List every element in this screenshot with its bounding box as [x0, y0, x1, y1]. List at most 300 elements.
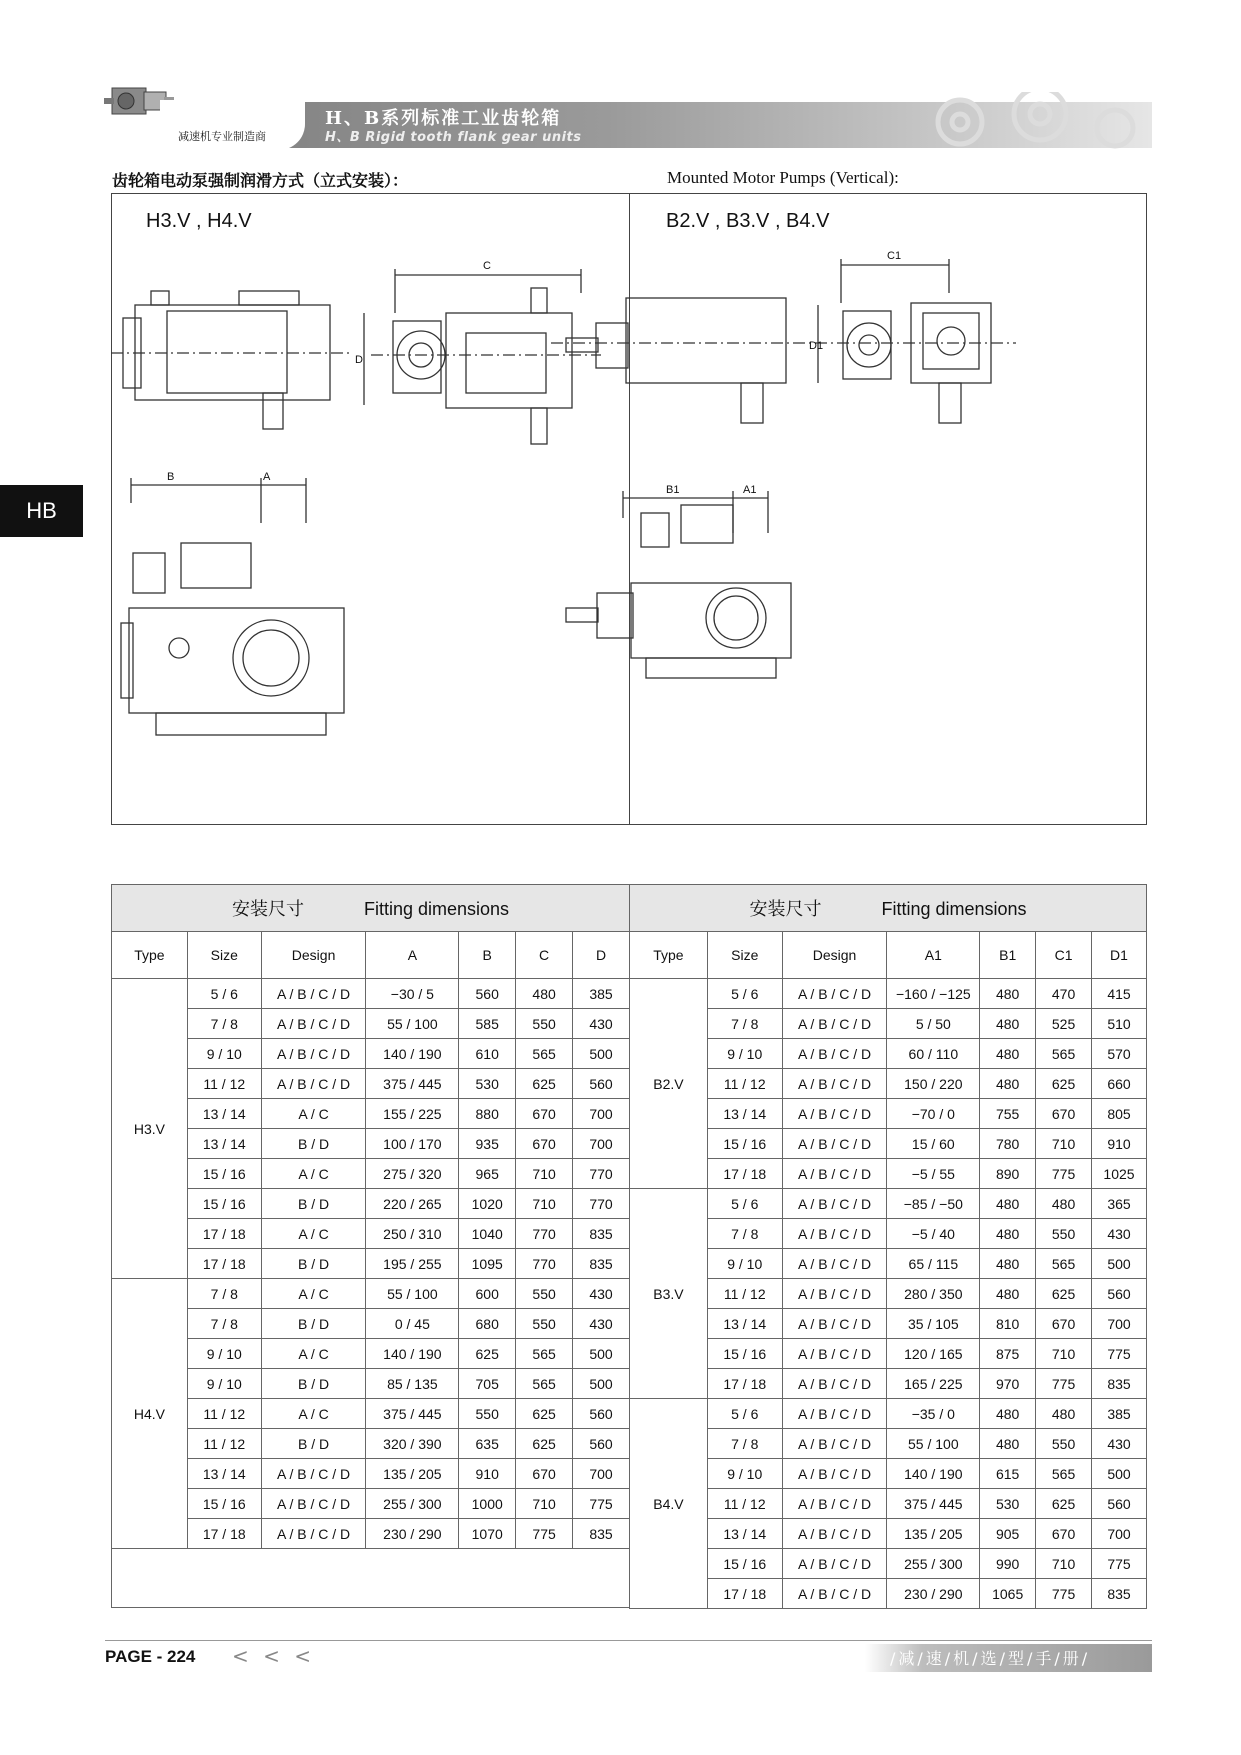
column-header: B [459, 932, 516, 979]
table-cell: 0 / 45 [366, 1309, 459, 1339]
table-row [630, 1279, 1147, 1309]
table-cell: 625 [1036, 1279, 1092, 1309]
table-cell: 480 [980, 1189, 1036, 1219]
table-cell: 385 [1092, 1399, 1147, 1429]
table-row [112, 1189, 630, 1219]
table-cell: A / B / C / D [782, 1039, 887, 1069]
table-cell: 280 / 350 [887, 1279, 980, 1309]
footer-line [105, 1640, 1152, 1641]
table-cell: 255 / 300 [887, 1549, 980, 1579]
table-row [112, 1429, 630, 1459]
table-row [112, 1009, 630, 1039]
table-cell: 9 / 10 [707, 1459, 782, 1489]
table-cell: A / C [261, 1219, 366, 1249]
header-row [630, 932, 1147, 979]
table-cell: 770 [516, 1249, 573, 1279]
table-cell: 375 / 445 [887, 1489, 980, 1519]
table-row [630, 1249, 1147, 1279]
table-row [112, 1519, 630, 1549]
table-cell: 570 [1092, 1039, 1147, 1069]
table-cell: 910 [1092, 1129, 1147, 1159]
table-cell: 970 [980, 1369, 1036, 1399]
table-cell: 135 / 205 [887, 1519, 980, 1549]
table-cell: 85 / 135 [366, 1369, 459, 1399]
table-cell: 875 [980, 1339, 1036, 1369]
table-cell: 670 [516, 1129, 573, 1159]
table-cell: −5 / 40 [887, 1219, 980, 1249]
table-cell: 680 [459, 1309, 516, 1339]
table-row [112, 1219, 630, 1249]
table-cell: 13 / 14 [707, 1519, 782, 1549]
table-cell: 415 [1092, 979, 1147, 1009]
dim-d-label: D [355, 354, 363, 366]
table-row [630, 1519, 1147, 1549]
table-cell: A / B / C / D [782, 1309, 887, 1339]
page-arrows: < < < [232, 1644, 315, 1668]
table-cell: 935 [459, 1129, 516, 1159]
table-cell: 775 [1036, 1579, 1092, 1609]
table-cell: 13 / 14 [707, 1309, 782, 1339]
table-cell: 700 [1092, 1519, 1147, 1549]
table-cell: 560 [459, 979, 516, 1009]
table-cell: 7 / 8 [187, 1009, 261, 1039]
gears-decoration-icon [890, 92, 1152, 150]
table-row [630, 1579, 1147, 1609]
table-cell: 710 [1036, 1339, 1092, 1369]
table-title [630, 885, 1147, 932]
table-cell: 15 / 16 [187, 1489, 261, 1519]
table-row [112, 1399, 630, 1429]
table-cell: 430 [573, 1309, 630, 1339]
table-cell: 775 [1036, 1369, 1092, 1399]
table-cell: 565 [1036, 1039, 1092, 1069]
table-cell: 560 [573, 1069, 630, 1099]
column-header: B1 [980, 932, 1036, 979]
table-cell: A / C [261, 1339, 366, 1369]
column-header: C1 [1036, 932, 1092, 979]
table-cell: −85 / −50 [887, 1189, 980, 1219]
type-cell: H3.V [112, 979, 188, 1279]
table-cell: 140 / 190 [366, 1339, 459, 1369]
table-cell: 560 [1092, 1489, 1147, 1519]
table-cell: 480 [980, 979, 1036, 1009]
table-cell: 770 [573, 1189, 630, 1219]
table-cell: 17 / 18 [707, 1369, 782, 1399]
table-cell: A / B / C / D [261, 1039, 366, 1069]
table-cell: 835 [1092, 1579, 1147, 1609]
manual-title: /减/速/机/选/型/手/册/ [890, 1649, 1091, 1668]
table-cell: 480 [516, 979, 573, 1009]
table-cell: 710 [516, 1489, 573, 1519]
table-cell: 13 / 14 [187, 1099, 261, 1129]
table-cell: 5 / 6 [707, 1399, 782, 1429]
table-cell: 320 / 390 [366, 1429, 459, 1459]
table-cell: 15 / 16 [187, 1189, 261, 1219]
table-cell: 550 [516, 1309, 573, 1339]
table-cell: A / B / C / D [782, 1249, 887, 1279]
table-cell: 565 [1036, 1459, 1092, 1489]
table-cell: 140 / 190 [366, 1039, 459, 1069]
table-cell: −35 / 0 [887, 1399, 980, 1429]
table-row [112, 1099, 630, 1129]
table-cell: A / B / C / D [782, 1399, 887, 1429]
table-cell: A / B / C / D [782, 1129, 887, 1159]
table-cell: 990 [980, 1549, 1036, 1579]
technical-drawings [111, 193, 1147, 825]
table-cell: 635 [459, 1429, 516, 1459]
table-cell: A / B / C / D [782, 1279, 887, 1309]
table-cell: 15 / 16 [707, 1549, 782, 1579]
table-cell: 150 / 220 [887, 1069, 980, 1099]
table-row [112, 1339, 630, 1369]
table-cell: 13 / 14 [187, 1129, 261, 1159]
table-cell: 700 [573, 1459, 630, 1489]
column-header: A [366, 932, 459, 979]
table-cell: 500 [1092, 1249, 1147, 1279]
table-cell: A / B / C / D [782, 1159, 887, 1189]
table-cell: 775 [573, 1489, 630, 1519]
table-cell: 600 [459, 1279, 516, 1309]
table-cell: 11 / 12 [187, 1069, 261, 1099]
table-cell: 700 [573, 1129, 630, 1159]
table-cell: 1025 [1092, 1159, 1147, 1189]
table-cell: 500 [573, 1039, 630, 1069]
table-cell: −30 / 5 [366, 979, 459, 1009]
table-cell: 11 / 12 [707, 1279, 782, 1309]
table-cell: 7 / 8 [187, 1279, 261, 1309]
table-cell: A / C [261, 1399, 366, 1429]
table-cell: A / B / C / D [261, 1519, 366, 1549]
table-cell: 550 [1036, 1219, 1092, 1249]
table-cell: 700 [573, 1099, 630, 1129]
table-cell: 17 / 18 [187, 1219, 261, 1249]
table-cell: A / C [261, 1279, 366, 1309]
dim-a1-label: A1 [743, 484, 757, 496]
table-cell: 560 [1092, 1279, 1147, 1309]
table-cell: 710 [1036, 1129, 1092, 1159]
table-cell: 500 [573, 1339, 630, 1369]
table-cell: 525 [1036, 1009, 1092, 1039]
table-cell: 155 / 225 [366, 1099, 459, 1129]
table-cell: B / D [261, 1369, 366, 1399]
table-cell: 55 / 100 [366, 1009, 459, 1039]
table-cell: 5 / 6 [707, 979, 782, 1009]
table-row [112, 1279, 630, 1309]
table-row [630, 1339, 1147, 1369]
table-cell: 480 [1036, 1189, 1092, 1219]
table-title [112, 885, 630, 932]
table-cell: A / B / C / D [782, 1489, 887, 1519]
table-cell: 965 [459, 1159, 516, 1189]
table-cell: 9 / 10 [707, 1249, 782, 1279]
table-cell: 250 / 310 [366, 1219, 459, 1249]
table-cell: 550 [516, 1279, 573, 1309]
type-cell: H4.V [112, 1279, 188, 1549]
table-cell: 480 [980, 1399, 1036, 1429]
table-cell: 775 [1092, 1549, 1147, 1579]
table-row [112, 1369, 630, 1399]
header-subtitle: 减速机专业制造商 [178, 130, 266, 143]
table-cell: 430 [573, 1279, 630, 1309]
table-row [112, 979, 630, 1009]
table-cell: B / D [261, 1429, 366, 1459]
type-cell: B2.V [630, 979, 708, 1189]
table-cell: 7 / 8 [707, 1429, 782, 1459]
table-cell: 565 [1036, 1249, 1092, 1279]
column-header: Type [112, 932, 188, 979]
table-cell: 7 / 8 [707, 1219, 782, 1249]
dim-c1-label: C1 [887, 250, 902, 262]
table-row [630, 1309, 1147, 1339]
table-row [630, 1159, 1147, 1189]
table-cell: 775 [1036, 1159, 1092, 1189]
table-cell: 710 [516, 1159, 573, 1189]
table-cell: 11 / 12 [707, 1069, 782, 1099]
table-cell: 1095 [459, 1249, 516, 1279]
table-cell: 5 / 6 [707, 1189, 782, 1219]
table-cell: A / B / C / D [782, 1069, 887, 1099]
table-cell: 5 / 50 [887, 1009, 980, 1039]
left-dimensions-table [111, 884, 630, 1608]
table-cell: 9 / 10 [187, 1339, 261, 1369]
table-cell: 385 [573, 979, 630, 1009]
table-row [630, 1369, 1147, 1399]
table-cell: 480 [1036, 1399, 1092, 1429]
dim-a-label: A [263, 471, 271, 483]
table-cell: 195 / 255 [366, 1249, 459, 1279]
table-cell: 100 / 170 [366, 1129, 459, 1159]
table-row [112, 1039, 630, 1069]
drawing-label-h: H3.V , H4.V [146, 210, 252, 232]
table-cell: 55 / 100 [366, 1279, 459, 1309]
table-title-en: Fitting dimensions [881, 899, 1027, 919]
right-dimensions-table [629, 884, 1147, 1609]
table-cell: 705 [459, 1369, 516, 1399]
header-row [112, 932, 630, 979]
table-cell: 9 / 10 [187, 1039, 261, 1069]
table-cell: −70 / 0 [887, 1099, 980, 1129]
table-cell: 805 [1092, 1099, 1147, 1129]
column-header: Size [187, 932, 261, 979]
table-cell: −5 / 55 [887, 1159, 980, 1189]
table-cell: 375 / 445 [366, 1069, 459, 1099]
table-cell: 755 [980, 1099, 1036, 1129]
table-cell: 880 [459, 1099, 516, 1129]
header-title-cn: H、B系列标准工业齿轮箱 [325, 108, 562, 129]
table-cell: 11 / 12 [707, 1489, 782, 1519]
drawing-label-b: B2.V , B3.V , B4.V [666, 210, 830, 232]
table-cell: 710 [1036, 1549, 1092, 1579]
table-cell: 480 [980, 1279, 1036, 1309]
table-row [112, 1249, 630, 1279]
table-cell: 510 [1092, 1009, 1147, 1039]
table-cell: 430 [1092, 1219, 1147, 1249]
table-cell: 670 [516, 1099, 573, 1129]
table-cell: 17 / 18 [187, 1249, 261, 1279]
table-cell: 890 [980, 1159, 1036, 1189]
type-cell: B4.V [630, 1399, 708, 1609]
table-cell: 660 [1092, 1069, 1147, 1099]
table-cell: 55 / 100 [887, 1429, 980, 1459]
table-cell: 275 / 320 [366, 1159, 459, 1189]
table-cell: 700 [1092, 1309, 1147, 1339]
column-header: Type [630, 932, 708, 979]
table-cell: 375 / 445 [366, 1399, 459, 1429]
table-cell: 560 [573, 1399, 630, 1429]
table-cell: 430 [1092, 1429, 1147, 1459]
table-cell: 60 / 110 [887, 1039, 980, 1069]
column-header: C [516, 932, 573, 979]
table-cell: A / B / C / D [782, 1339, 887, 1369]
table-cell: 625 [1036, 1489, 1092, 1519]
table-row [630, 1489, 1147, 1519]
header-title-en: H、B Rigid tooth flank gear units [325, 130, 582, 145]
table-cell: 775 [516, 1519, 573, 1549]
table-cell: 1020 [459, 1189, 516, 1219]
table-row [630, 1009, 1147, 1039]
table-row [112, 1309, 630, 1339]
table-cell: A / B / C / D [782, 1099, 887, 1129]
table-cell: 220 / 265 [366, 1189, 459, 1219]
table-cell: 610 [459, 1039, 516, 1069]
title-row [112, 885, 630, 932]
table-cell: 35 / 105 [887, 1309, 980, 1339]
table-cell: 230 / 290 [887, 1579, 980, 1609]
table-cell: 905 [980, 1519, 1036, 1549]
table-cell: A / B / C / D [782, 1549, 887, 1579]
table-cell: 135 / 205 [366, 1459, 459, 1489]
empty-cell [112, 1549, 630, 1608]
table-cell: 625 [459, 1339, 516, 1369]
table-cell: 530 [980, 1489, 1036, 1519]
table-cell: 9 / 10 [707, 1039, 782, 1069]
table-cell: B / D [261, 1189, 366, 1219]
dim-c-label: C [483, 260, 491, 272]
table-row [112, 1129, 630, 1159]
section-title-en: Mounted Motor Pumps (Vertical): [667, 168, 899, 187]
table-cell: A / B / C / D [782, 1429, 887, 1459]
column-header: A1 [887, 932, 980, 979]
side-tab-hb: HB [0, 485, 83, 537]
column-header: D [573, 932, 630, 979]
table-title-cn: 安装尺寸 [231, 899, 304, 919]
table-cell: 565 [516, 1039, 573, 1069]
table-cell: 17 / 18 [707, 1159, 782, 1189]
table-cell: 5 / 6 [187, 979, 261, 1009]
table-cell: 15 / 16 [707, 1339, 782, 1369]
table-cell: 625 [516, 1069, 573, 1099]
table-row [112, 1159, 630, 1189]
column-header: Size [707, 932, 782, 979]
table-cell: 550 [516, 1009, 573, 1039]
table-cell: 625 [516, 1429, 573, 1459]
table-cell: A / B / C / D [782, 1189, 887, 1219]
table-cell: 775 [1092, 1339, 1147, 1369]
table-cell: 365 [1092, 1189, 1147, 1219]
table-row [112, 1069, 630, 1099]
page-number: PAGE - 224 [105, 1647, 196, 1666]
table-cell: 15 / 16 [707, 1129, 782, 1159]
dim-b-label: B [167, 471, 175, 483]
table-cell: 480 [980, 1219, 1036, 1249]
table-cell: 1065 [980, 1579, 1036, 1609]
table-cell: A / B / C / D [261, 1009, 366, 1039]
column-header: D1 [1092, 932, 1147, 979]
table-cell: 835 [573, 1519, 630, 1549]
table-cell: 13 / 14 [187, 1459, 261, 1489]
table-row [112, 1489, 630, 1519]
table-cell: 470 [1036, 979, 1092, 1009]
table-cell: 7 / 8 [707, 1009, 782, 1039]
table-cell: 835 [1092, 1369, 1147, 1399]
table-cell: 910 [459, 1459, 516, 1489]
table-row [630, 1399, 1147, 1429]
table-row [112, 1459, 630, 1489]
table-cell: B / D [261, 1249, 366, 1279]
table-cell: B / D [261, 1309, 366, 1339]
table-cell: 430 [573, 1009, 630, 1039]
table-cell: −160 / −125 [887, 979, 980, 1009]
table-cell: A / B / C / D [782, 1579, 887, 1609]
table-cell: 1070 [459, 1519, 516, 1549]
table-cell: 835 [573, 1219, 630, 1249]
table-cell: A / C [261, 1159, 366, 1189]
table-row [630, 1219, 1147, 1249]
table-cell: 140 / 190 [887, 1459, 980, 1489]
table-cell: A / B / C / D [782, 1519, 887, 1549]
table-cell: 11 / 12 [187, 1399, 261, 1429]
table-cell: 1000 [459, 1489, 516, 1519]
table-row [630, 1039, 1147, 1069]
table-cell: 65 / 115 [887, 1249, 980, 1279]
table-cell: 550 [459, 1399, 516, 1429]
table-cell: A / B / C / D [782, 1459, 887, 1489]
table-row [630, 1099, 1147, 1129]
table-title-en: Fitting dimensions [363, 899, 510, 919]
table-cell: 625 [516, 1399, 573, 1429]
table-cell: B / D [261, 1129, 366, 1159]
table-cell: 770 [516, 1219, 573, 1249]
empty-row [112, 1549, 630, 1608]
table-cell: 17 / 18 [707, 1579, 782, 1609]
table-cell: 480 [980, 1039, 1036, 1069]
table-cell: 480 [980, 1429, 1036, 1459]
table-cell: 770 [573, 1159, 630, 1189]
table-row [630, 1069, 1147, 1099]
table-cell: A / B / C / D [782, 1009, 887, 1039]
table-cell: 120 / 165 [887, 1339, 980, 1369]
section-title-cn: 齿轮箱电动泵强制润滑方式（立式安装）： [112, 171, 409, 190]
table-cell: 230 / 290 [366, 1519, 459, 1549]
title-row [630, 885, 1147, 932]
table-cell: 255 / 300 [366, 1489, 459, 1519]
table-cell: 710 [516, 1189, 573, 1219]
table-cell: A / B / C / D [782, 1369, 887, 1399]
table-cell: 17 / 18 [187, 1519, 261, 1549]
table-cell: 15 / 16 [187, 1159, 261, 1189]
table-cell: 480 [980, 1009, 1036, 1039]
dim-d1-label: D1 [809, 340, 824, 352]
table-cell: 530 [459, 1069, 516, 1099]
table-cell: 11 / 12 [187, 1429, 261, 1459]
table-cell: 585 [459, 1009, 516, 1039]
table-cell: A / B / C / D [261, 979, 366, 1009]
column-header: Design [261, 932, 366, 979]
dim-b1-label: B1 [666, 484, 680, 496]
table-cell: A / C [261, 1099, 366, 1129]
table-cell: 500 [573, 1369, 630, 1399]
table-cell: A / B / C / D [782, 979, 887, 1009]
